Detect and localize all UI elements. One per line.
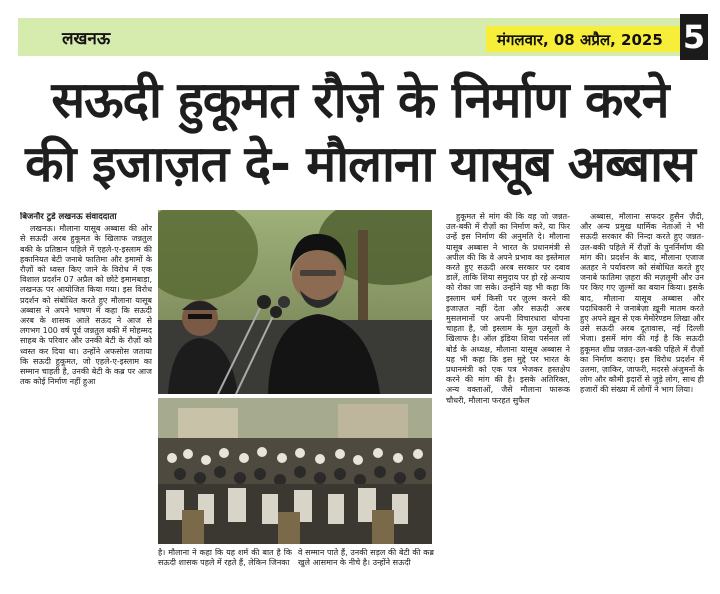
page-number: 5 [680,14,708,60]
article-column-3 [446,212,570,588]
masthead [0,14,720,60]
continuation-text-b: वे सम्मान पाते हैं, उनकी सड़ल की बेटी की कब्र खुले आसमान के नीचे है। उन्होंने सऊदी [298,548,434,568]
city-name: लखनऊ [62,29,111,49]
crowd-photo [158,398,432,544]
headline-line-2: की इजाज़त दे- मौलाना यासूब अब्बास [25,135,695,193]
issue-date: मंगलवार, 08 अप्रैल, 2025 [497,31,663,49]
continuation-text-a: है। मौलाना ने कहा कि यह शर्म की बात है कि सऊदी शासक पहले में रहते हैं, लेकिन जिनका [158,548,292,568]
article-column-4 [580,212,704,588]
article-text-col-4: अब्बास, मौलाना सफदर हुसैन ज़ैदी, और अन्य प्रमुख धार्मिक नेताओं ने भी सऊदी सरकार की निन्दा करते हुए जन्नत-उल-बकी पहिले में रौज़ों के पुनर्निर्माण की मांग की। प्रदर्शन के बाद, मौलाना एजाज अतहर ने पर्यावरण को संबोधित करते हुए जनाबे फातिमा ज़हरा की मज़लूमी और उन पर किए गए ज़ुल्मों का बयान किया। इसके बाद, मौलाना यासूब अब्बास और पदाधिकारी ने जनाबेज़ा ख़ूनी मातम करते हुए अपने ख़ून से एक मेमोरेण्डम लिखा और उसे सऊदी अरब दूतावास, नई दिल्ली भेजा। इसमें मांग की गई है कि सऊदी हुकूमत शीघ्र जन्नत-उल-बकी पहिले में रौज़ों का निर्माण कराए। इस विरोध प्रदर्शन में उलमा, ज़ाकिर, जाफरी, मदरसे अंजुमनों के लोग और कौमी इदारों से जुड़े लोग, साथ ही हजारों की संख्या में लोगों ने भाग लिया। [580,212,704,395]
headline-line-1: सऊदी हुकूमत रौज़े के निर्माण करने [51,71,669,129]
article-column-1 [20,212,152,588]
speaker-photo [158,210,432,394]
byline: बिजनौर टुडे लखनऊ संवाददाता [20,212,117,222]
article-text-col-3: हुकूमत से मांग की कि वह जो जन्नत-उल-बकी में रौज़ों का निर्माण करे, या फिर उन्हें इस निर्माण की अनुमति दे। मौलाना यासूब अब्बास ने भारत के प्रधानमंत्री से अपील की कि वे अपने प्रभाव का इस्तेमाल करते हुए सऊदी अरब सरकार पर दबाव डालें, ताकि शिया समुदाय पर हो रहे अन्याय को रोका जा सके। उन्होंने यह भी कहा कि इस्लाम धर्म किसी पर ज़ुल्म करने की इजाज़त नहीं देता और सऊदी अरब मुसलमानों पर अपनी विचारधारा थोपना चाहता है, जो इस्लाम के मूल उसूलों के खिलाफ है। ऑल इंडिया शिया पर्सनल लॉ बोर्ड के अध्यक्ष, मौलाना यासूब अब्बास ने यह भी कहा कि इस मुद्दे पर भारत के प्रधानमंत्री को एक पत्र भेजकर हस्तक्षेप करने की मांग की है। इसके अतिरिक्त, अन्य वक्ताओं, जैसे मौलाना फारूक चौधरी, मौलाना फरहत सुफैल [446,212,570,405]
speaker-photo-illustration [158,210,432,394]
article-text-col-1: लखनऊ। मौलाना यासूब अब्बास की ओर से सऊदी अरब हुकूमत के खिलाफ जन्नतुल बकी के प्रतिष्ठान पहिले में एहले-ए-इस्लाम की हकानियत बेटी जनाबे फातिमा और इमामों के रौज़ों को ध्वस्त किए जाने के विरोध में एक विशाल प्रदर्शन 07 अप्रैल को छोटे इमामबाड़ा, लखनऊ पर आयोजित किया गया। इस विरोध प्रदर्शन को संबोधित करते हुए मौलाना यासूब अब्बास ने अपने भाषण में कहा कि सऊदी अरब के शासक आले सऊद ने आज से लगभग 100 वर्ष पूर्व जन्नतुल बकी में मोहम्मद साहब के परिवार और उनकी बेटी के रौज़ों को ध्वस्त कर दिया था। उन्होंने अफसोस जताया कि सऊदी हुकूमत, जो एहले-ए-इस्लाम का सम्मान चाहती है, उनकी बेटी के कब्र पर आज तक कोई निर्माण नहीं हुआ [20,224,152,387]
crowd-photo-illustration [158,398,432,544]
